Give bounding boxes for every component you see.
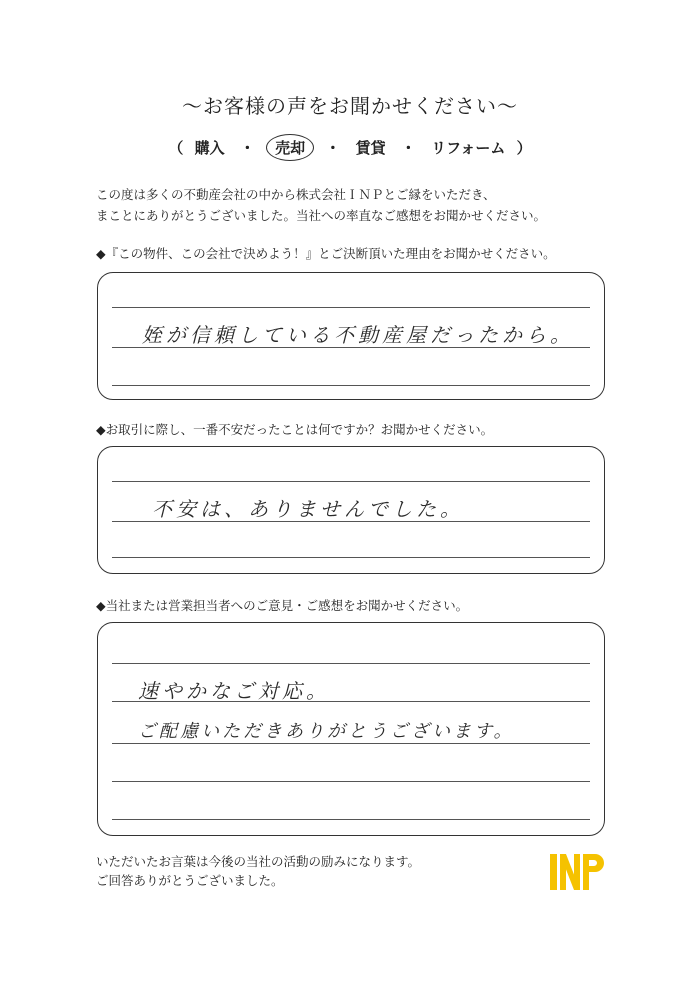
answer-box-3[interactable] — [97, 622, 605, 836]
handwritten-answer-2: 不安は、ありませんでした。 — [152, 497, 464, 521]
handwritten-answer-3-line-1: 速やかなご対応。 — [138, 679, 330, 703]
category-separator: ・ — [239, 139, 255, 157]
handwritten-answer-3-line-2: ご配慮いただきありがとうございます。 — [138, 721, 515, 742]
inp-logo — [548, 850, 604, 894]
answer-rule — [112, 781, 590, 782]
category-selector — [0, 134, 700, 161]
closing-line-2: ご回答ありがとうございました。 — [96, 873, 284, 888]
answer-rule — [112, 481, 590, 482]
question-3-prompt: ◆当社または営業担当者へのご意見・ご感想をお聞かせください。 — [96, 598, 469, 613]
answer-box-2[interactable] — [97, 446, 605, 574]
intro-line-1: この度は多くの不動産会社の中から株式会社ＩＮＰとご縁をいただき、 — [96, 187, 496, 202]
inp-logo-mark — [550, 854, 604, 890]
answer-rule — [112, 385, 590, 386]
closing-text — [96, 852, 516, 890]
category-open-paren: （ — [168, 139, 184, 157]
category-purchase[interactable]: 購入 — [194, 139, 225, 157]
answer-rule — [112, 307, 590, 308]
category-close-paren: ） — [516, 139, 532, 157]
answer-rule — [112, 743, 590, 744]
category-separator: ・ — [325, 139, 341, 157]
answer-rule — [112, 819, 590, 820]
question-1-prompt: ◆『この物件、この会社で決めよう！』とご決断頂いた理由をお聞かせください。 — [96, 246, 556, 261]
category-sale-selected[interactable]: 売却 — [266, 134, 314, 161]
answer-rule — [112, 557, 590, 558]
handwritten-answer-1: 姪が信頼している不動産屋だったから。 — [142, 323, 574, 347]
category-separator: ・ — [400, 139, 416, 157]
question-2-prompt: ◆お取引に際し、一番不安だったことは何ですか？お聞かせください。 — [96, 422, 494, 437]
answer-box-1[interactable] — [97, 272, 605, 400]
category-rent[interactable]: 賃貸 — [355, 139, 386, 157]
intro-text — [96, 184, 616, 226]
page-title: ～お客様の声をお聞かせください～ — [182, 94, 518, 118]
answer-rule — [112, 663, 590, 664]
closing-line-1: いただいたお言葉は今後の当社の活動の励みになります。 — [96, 854, 421, 869]
category-reform[interactable]: リフォーム — [431, 139, 506, 157]
intro-line-2: まことにありがとうございました。当社への率直なご感想をお聞かせください。 — [96, 208, 547, 223]
